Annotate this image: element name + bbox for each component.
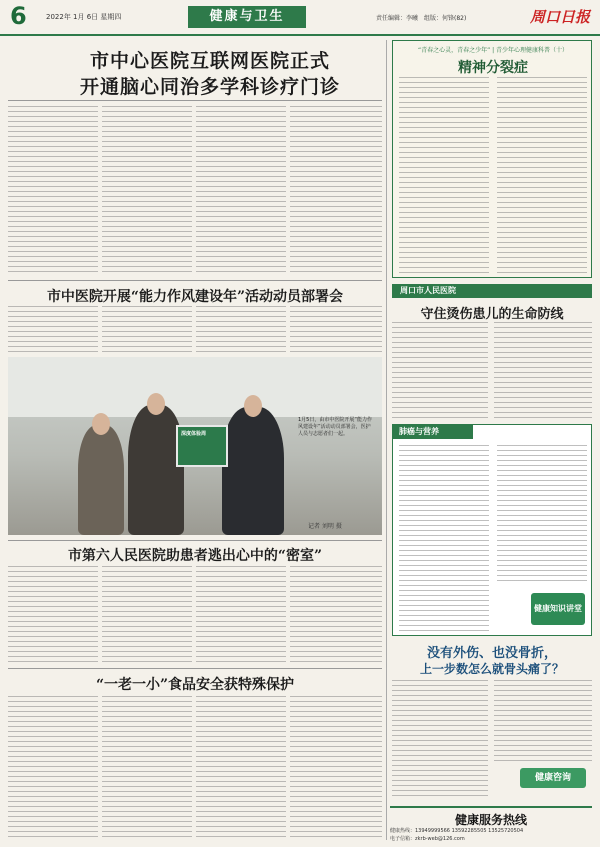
editor-credits: 责任编辑：李曦 组版：何锋(82): [376, 15, 467, 22]
article4-body-col2: [102, 696, 192, 840]
section-title: 健康与卫生: [188, 6, 306, 28]
photo-person-head: [147, 393, 165, 415]
article1-body-col3: [196, 106, 286, 274]
sidebar-body-col1: [399, 77, 489, 273]
sidebar-body-col2: [497, 77, 587, 273]
article5-body-col1: [392, 680, 488, 800]
sidebar-slogan: “青春之心灵，青春之少年” | 青少年心理健康科普（十）: [417, 47, 569, 54]
hotline-title: 健康服务热线: [454, 813, 527, 827]
article3-title: 市第六人民医院助患者逃出心中的“密室”: [67, 548, 323, 564]
gift-box-label: 深度体验周: [181, 431, 207, 437]
divider: [8, 540, 382, 541]
article4-title: “一老一小”食品安全获特殊保护: [95, 677, 295, 693]
column-header: [392, 284, 592, 298]
article2-body-col4: [290, 306, 382, 352]
issue-date: 2022年 1月 6日 星期四: [46, 13, 122, 21]
news-photo: [8, 357, 382, 535]
article4-body-col1: [8, 696, 98, 840]
lung-cancer-box: [392, 424, 592, 636]
article1-title-line2: 开通脑心同治多学科诊疗门诊: [79, 76, 340, 98]
article5-title-line1: 没有外伤、也没骨折，: [426, 646, 557, 661]
lung-box-header: [393, 425, 473, 439]
article5-title-line2: 上一步数怎么就骨头痛了？: [419, 662, 564, 676]
article2-title: 市中医院开展“能力作风建设年”活动动员部署会: [46, 289, 344, 305]
sidebar-psych-box: [392, 40, 592, 278]
photo-credit: 记者 刘明 摄: [308, 523, 342, 530]
health-hotline: [390, 806, 592, 842]
article1-body-col4: [290, 106, 382, 274]
article4-body-col3: [196, 696, 286, 840]
article2-body-col1: [8, 306, 98, 352]
article1-body-col2: [102, 106, 192, 274]
knowledge-badge: 健康知识讲堂: [531, 593, 585, 625]
article3-body-col4: [290, 566, 382, 662]
column-header-label: 周口市人民医院: [400, 286, 456, 295]
photo-person: [222, 407, 284, 535]
column-divider: [386, 40, 387, 840]
column-title: 守住烫伤患儿的生命防线: [420, 307, 564, 322]
lung-box-title: 肺癌与营养: [399, 427, 439, 436]
paper-name: 周口日报: [530, 8, 591, 26]
photo-person-head: [92, 413, 110, 435]
masthead: [0, 0, 600, 36]
lung-body-col1: [399, 445, 489, 631]
article3-body-col2: [102, 566, 192, 662]
article1-body-col1: [8, 106, 98, 274]
lung-body-col2: [497, 445, 587, 585]
article3-body-col1: [8, 566, 98, 662]
divider: [8, 668, 382, 669]
article5-body-col2: [494, 680, 592, 764]
sidebar-title: 精神分裂症: [458, 60, 528, 76]
page-number: 6: [10, 2, 27, 30]
photo-wall: [8, 357, 382, 417]
divider: [8, 100, 382, 101]
article4-body-col4: [290, 696, 382, 840]
divider: [8, 280, 382, 281]
consult-badge: 健康咨询: [520, 768, 586, 788]
photo-person: [78, 425, 124, 535]
hotline-phone: 健康热线：13949999566 13592285505 13525720504: [390, 828, 524, 834]
gift-box: [176, 425, 228, 467]
article2-body-col2: [102, 306, 192, 352]
column-body-col1: [392, 322, 488, 418]
article3-body-col3: [196, 566, 286, 662]
photo-caption: 1月5日，由市中医院开展“能力作风建设年”活动动员部署会，医护人员与志愿者们一起。: [298, 417, 372, 437]
photo-person-head: [244, 395, 262, 417]
article2-body-col3: [196, 306, 286, 352]
hotline-email: 电子信箱：zkrb-web@126.com: [390, 836, 465, 842]
article1-title-line1: 市中心医院互联网医院正式: [89, 50, 330, 72]
column-body-col2: [494, 322, 592, 418]
